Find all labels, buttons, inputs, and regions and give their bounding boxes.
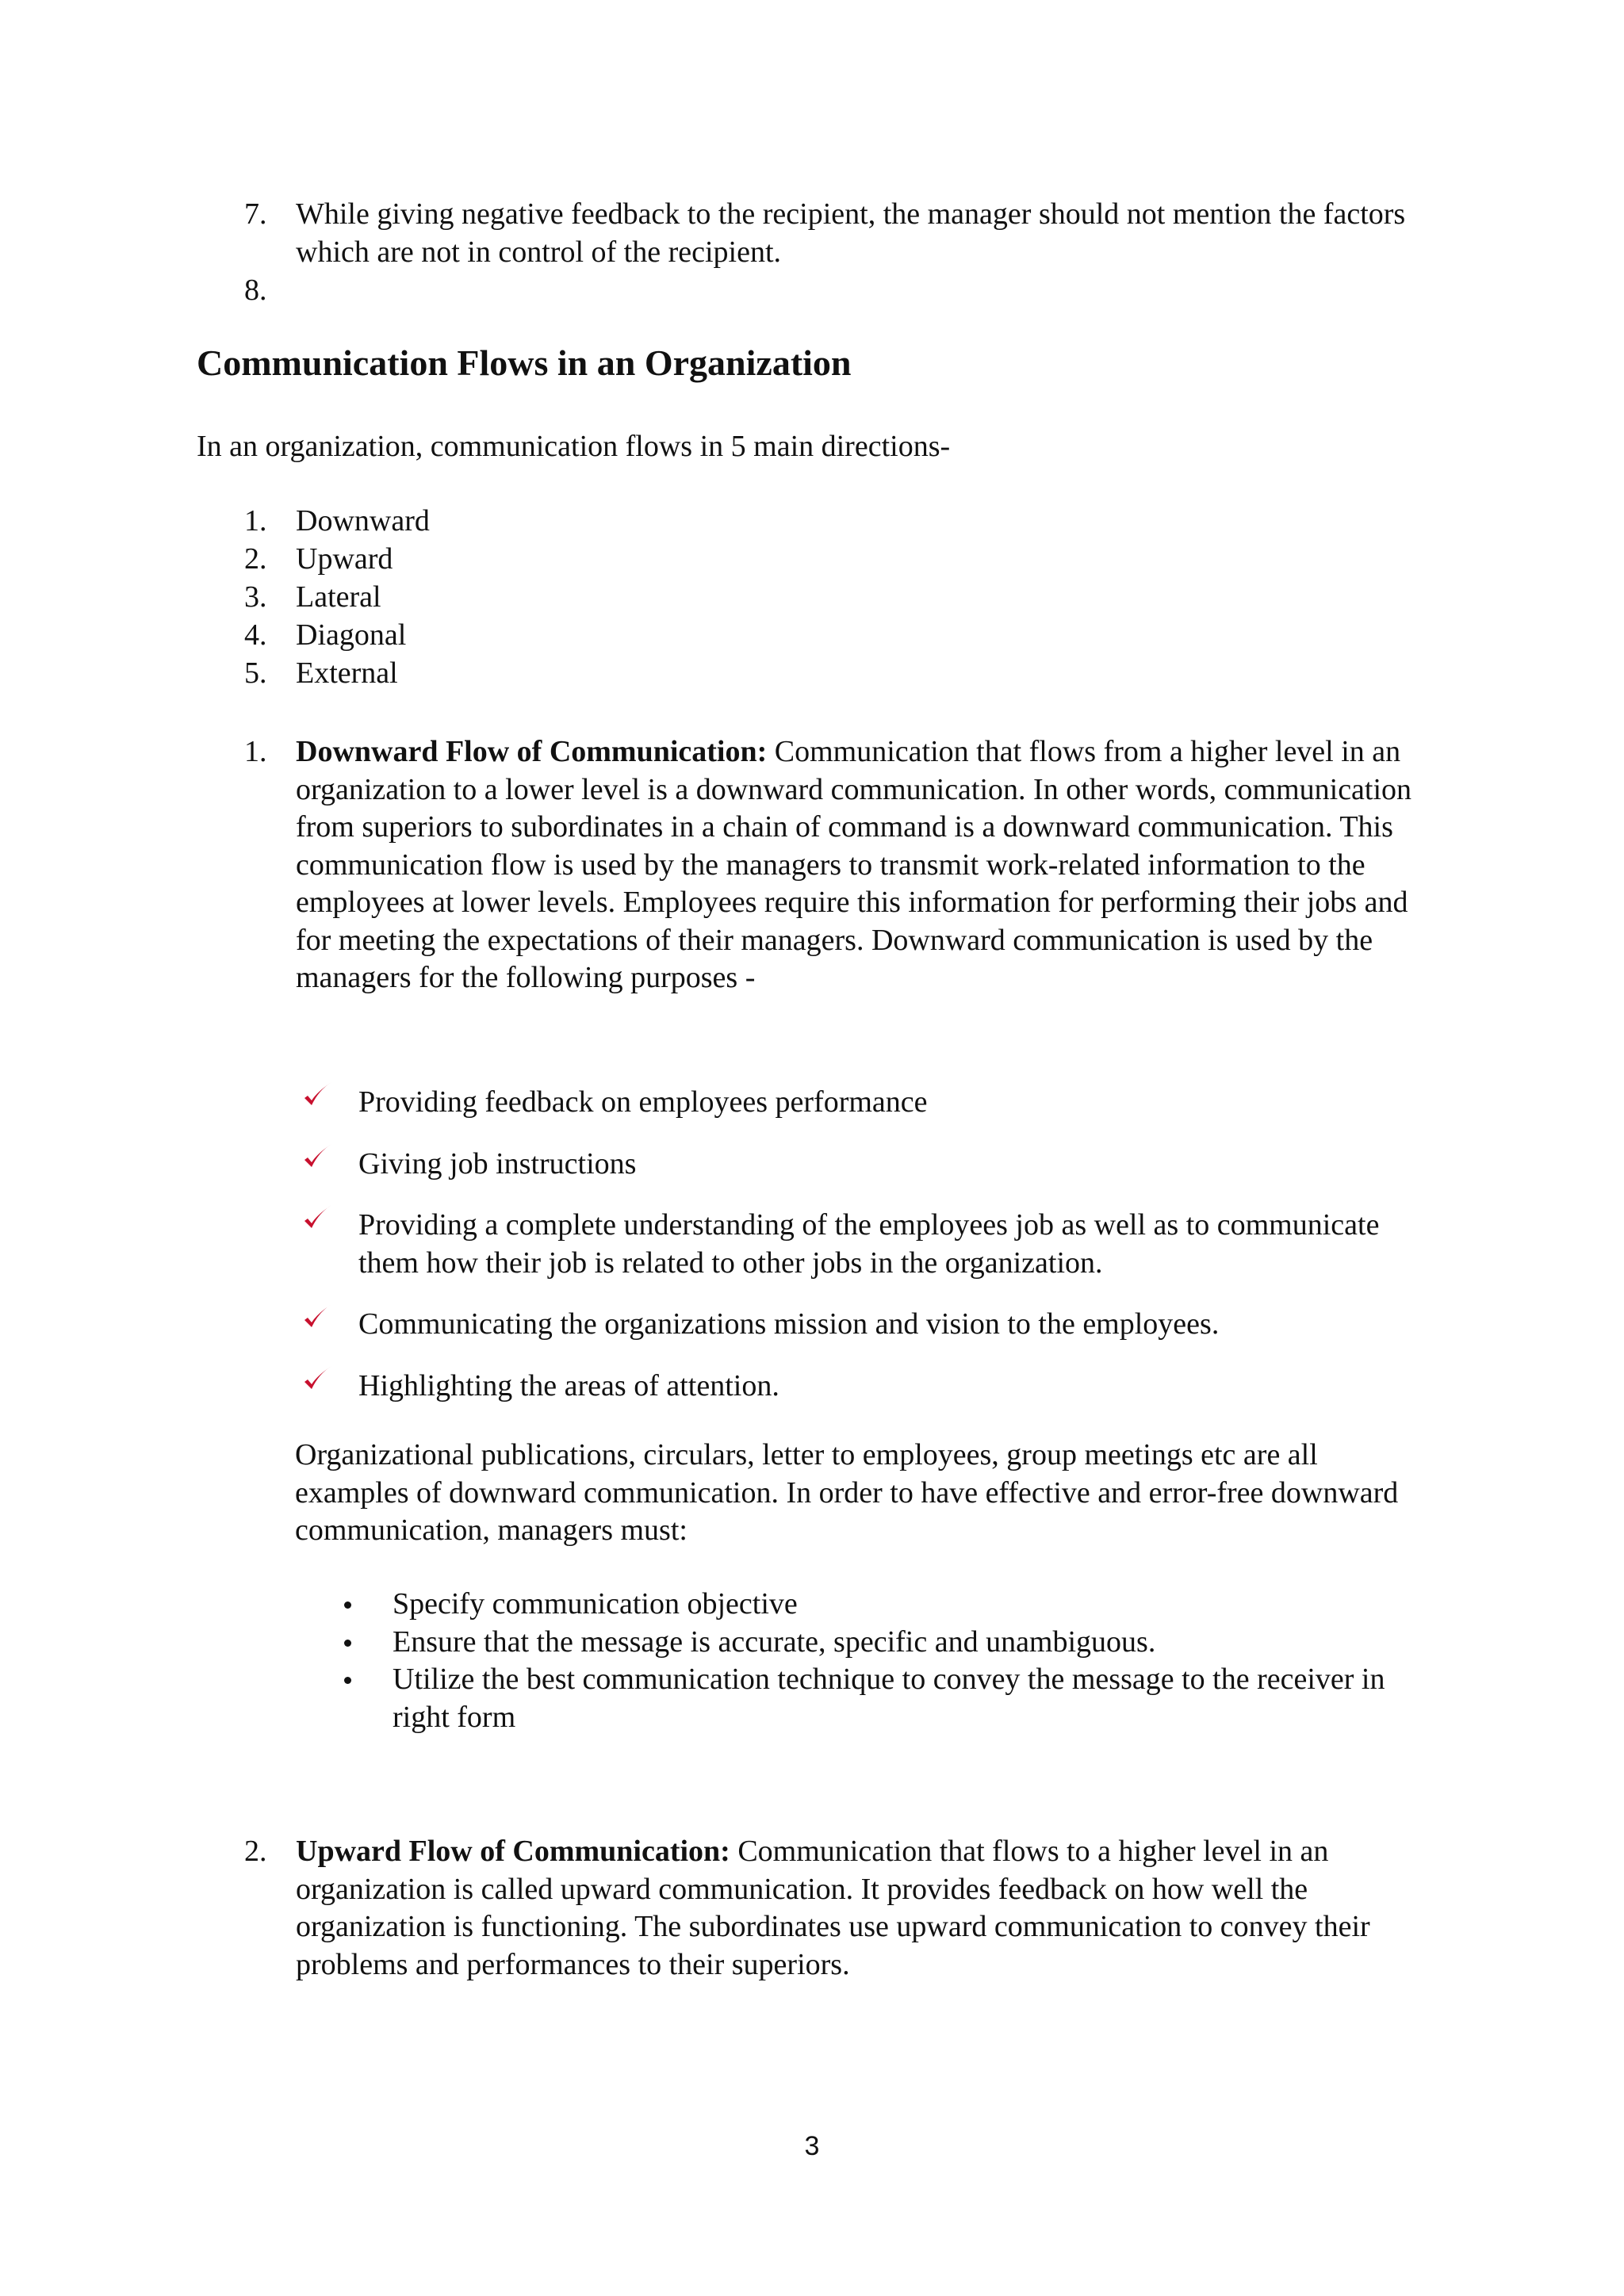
upward-text: Communication that flows to a higher level in an organization is called upward communication. It provides feedback on how well the organization is functioning. The subordinates use upward communication to convey their problems and performances to their superiors. bbox=[296, 1835, 1370, 1981]
direction-number: 1. bbox=[244, 504, 267, 538]
bullet-dot-icon bbox=[344, 1677, 351, 1684]
downward-text: Communication that flows from a higher level in an organization to a lower level is a downward communication. In other words, communication from superiors to subordinates in a chain of command is a downward communication. This communication flow is used by the managers to transmit work-related information to the employees at lower levels. Employees require this information for performing their jobs and for meeting the expectations of their managers. Downward communication is used by the managers for the following purposes - bbox=[296, 735, 1412, 994]
direction-item bbox=[244, 579, 430, 617]
purpose-text: Giving job instructions bbox=[358, 1146, 637, 1181]
list-number: 7. bbox=[244, 197, 267, 231]
must-text: Utilize the best communication technique to convey the message to the receiver in right form bbox=[393, 1663, 1385, 1734]
downward-title: Downward Flow of Communication: bbox=[296, 735, 768, 768]
direction-label: Lateral bbox=[296, 580, 381, 614]
checkmark-icon bbox=[300, 1079, 335, 1114]
purpose-item bbox=[293, 1146, 1404, 1184]
must-item bbox=[333, 1661, 1404, 1736]
upward-paragraph bbox=[296, 1833, 1418, 1984]
direction-label: External bbox=[296, 656, 398, 690]
upward-title: Upward Flow of Communication: bbox=[296, 1835, 730, 1868]
checkmark-icon bbox=[300, 1363, 335, 1398]
section-number: 1. bbox=[244, 735, 267, 768]
intro-paragraph: In an organization, communication flows in 5 main directions- bbox=[197, 430, 951, 463]
bullet-dot-icon bbox=[344, 1640, 351, 1647]
must-text: Ensure that the message is accurate, specific and unambiguous. bbox=[393, 1624, 1156, 1659]
must-text: Specify communication objective bbox=[393, 1587, 798, 1621]
purpose-text: Communicating the organizations mission and vision to the employees. bbox=[358, 1307, 1220, 1341]
purpose-item bbox=[293, 1368, 1404, 1406]
purpose-item bbox=[293, 1207, 1404, 1282]
list-number: 8. bbox=[244, 274, 267, 307]
direction-number: 5. bbox=[244, 656, 267, 690]
purpose-text: Highlighting the areas of attention. bbox=[358, 1368, 779, 1402]
purpose-item bbox=[293, 1084, 1404, 1122]
direction-item bbox=[244, 617, 430, 655]
list-item-7 bbox=[244, 196, 1418, 271]
downward-section bbox=[244, 733, 1418, 997]
direction-item bbox=[244, 503, 430, 541]
page-number: 3 bbox=[804, 2131, 820, 2161]
purposes-checklist bbox=[293, 1084, 1404, 1429]
checkmark-icon bbox=[300, 1202, 335, 1237]
direction-number: 4. bbox=[244, 618, 267, 652]
purpose-text: Providing feedback on employees performance bbox=[358, 1085, 928, 1119]
list-item-text: While giving negative feedback to the recipient, the manager should not mention the factors which are not in control of the recipient. bbox=[296, 197, 1406, 269]
direction-label: Downward bbox=[296, 504, 430, 538]
direction-label: Upward bbox=[296, 542, 393, 576]
bullet-dot-icon bbox=[344, 1601, 351, 1609]
directions-list bbox=[244, 503, 430, 693]
direction-item bbox=[244, 541, 430, 579]
direction-item bbox=[244, 655, 430, 693]
direction-label: Diagonal bbox=[296, 618, 407, 652]
purpose-text: Providing a complete understanding of the employees job as well as to communicate them how their job is related to other jobs in the organization. bbox=[358, 1208, 1380, 1280]
checkmark-icon bbox=[300, 1141, 335, 1176]
upward-section bbox=[244, 1833, 1418, 1984]
checkmark-icon bbox=[300, 1301, 335, 1336]
musts-list bbox=[333, 1586, 1404, 1736]
direction-number: 2. bbox=[244, 542, 267, 576]
direction-number: 3. bbox=[244, 580, 267, 614]
must-item bbox=[333, 1624, 1404, 1662]
section-number: 2. bbox=[244, 1835, 267, 1868]
purpose-item bbox=[293, 1306, 1404, 1344]
section-heading: Communication Flows in an Organization bbox=[197, 342, 852, 383]
downward-paragraph bbox=[296, 733, 1418, 997]
must-item bbox=[333, 1586, 1404, 1624]
examples-paragraph: Organizational publications, circulars, letter to employees, group meetings etc are all examples of downward communication. In order to have effective and error-free downward communication, managers must: bbox=[295, 1438, 1399, 1547]
